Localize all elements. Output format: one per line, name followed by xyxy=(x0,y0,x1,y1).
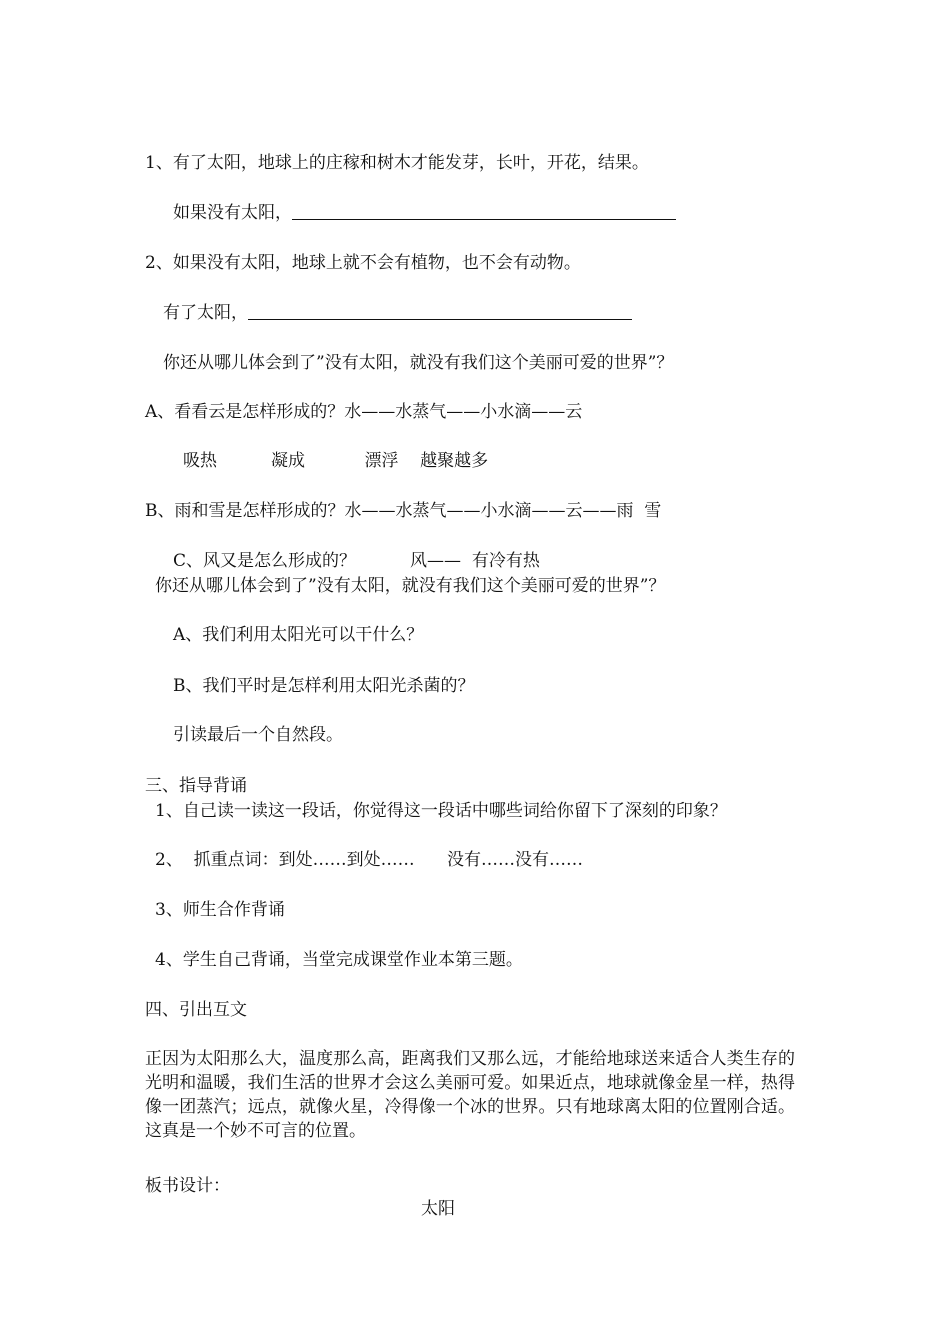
section-4-heading: 四、引出互文 xyxy=(145,1000,247,1020)
wind-item: C、风又是怎么形成的？ 风—— 有冷有热 xyxy=(173,551,540,571)
cloud-formation-item: A、看看云是怎样形成的？水——水蒸气——小水滴——云 xyxy=(145,402,583,422)
question-1-prompt xyxy=(173,203,676,223)
board-design-label: 板书设计： xyxy=(145,1176,230,1196)
sunlight-use-item: A、我们利用太阳光可以干什么？ xyxy=(173,625,424,645)
board-design-title: 太阳 xyxy=(421,1199,455,1219)
discussion-question-2: 你还从哪儿体会到了”没有太阳，就没有我们这个美丽可爱的世界”？ xyxy=(155,576,666,596)
last-paragraph-note: 引读最后一个自然段。 xyxy=(173,725,343,745)
answer-blank-2[interactable] xyxy=(248,303,632,320)
question-2: 2、如果没有太阳，地球上就不会有植物，也不会有动物。 xyxy=(145,253,581,273)
section-3-step-1: 1、自己读一读这一段话，你觉得这一段话中哪些词给你留下了深刻的印象？ xyxy=(155,801,727,821)
section-3-step-3: 3、师生合作背诵 xyxy=(155,900,285,920)
cloud-formation-steps: 吸热 凝成 漂浮 越聚越多 xyxy=(183,451,489,471)
question-2-prompt xyxy=(163,303,632,323)
discussion-question-1: 你还从哪儿体会到了”没有太阳，就没有我们这个美丽可爱的世界”？ xyxy=(163,353,674,373)
question-2-prompt-text: 有了太阳， xyxy=(163,303,248,323)
question-1-prompt-text: 如果没有太阳， xyxy=(173,203,292,223)
rain-snow-item: B、雨和雪是怎样形成的？水——水蒸气——小水滴——云——雨 雪 xyxy=(145,501,662,521)
section-3-heading: 三、指导背诵 xyxy=(145,776,247,796)
section-3-step-2: 2、 抓重点词：到处……到处…… 没有……没有…… xyxy=(155,850,584,870)
sunlight-sterilize-item: B、我们平时是怎样利用太阳光杀菌的？ xyxy=(173,676,475,696)
question-1: 1、有了太阳，地球上的庄稼和树木才能发芽，长叶，开花，结果。 xyxy=(145,153,649,173)
answer-blank-1[interactable] xyxy=(292,203,676,220)
section-3-step-4: 4、学生自己背诵，当堂完成课堂作业本第三题。 xyxy=(155,950,523,970)
intertext-paragraph: 正因为太阳那么大，温度那么高，距离我们又那么远，才能给地球送来适合人类生存的光明和温暖，我们生活的世界才会这么美丽可爱。如果近点，地球就像金星一样，热得像一团蒸汽；远点，就像火星，冷得像一个冰的世界。只有地球离太阳的位置刚合适。这真是一个妙不可言的位置。 xyxy=(145,1049,795,1141)
